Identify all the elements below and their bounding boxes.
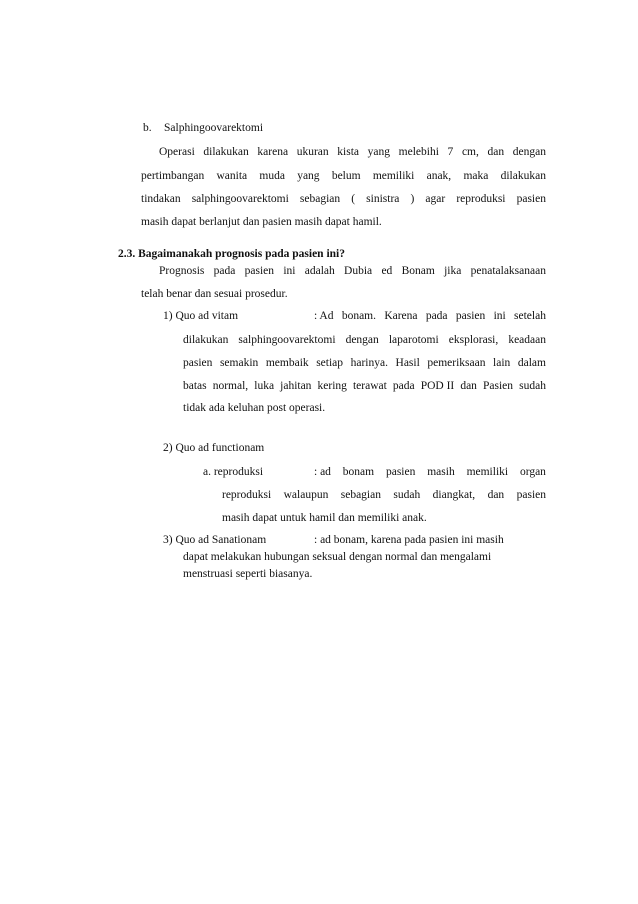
word: ) [410,193,415,205]
word: luka [254,380,275,392]
word: jika [444,265,462,277]
word: setelah [514,310,546,322]
word: lain [493,357,511,369]
subsection-title: Salphingoovarektomi [164,122,264,134]
word: harinya. [350,357,388,369]
sub-item-label: a. reproduksi [203,466,264,478]
word: yang [297,170,320,182]
word: eksplorasi, [448,334,499,346]
word: POD II [420,380,455,392]
word: setiap [316,357,344,369]
word: agar [425,193,446,205]
paragraph-line [222,511,427,525]
list-item-label: 1) Quo ad vitam [163,310,239,322]
word: maka [463,170,489,182]
word: kista [337,146,360,158]
word: karena [257,146,289,158]
word: dilakukan [203,146,249,158]
word: walaupun [283,489,329,501]
word: pasien [385,466,416,478]
word: tidak ada keluhan post operasi. [183,402,326,414]
word: Hasil [395,357,420,369]
word: cm, [461,146,479,158]
word: dalam [517,357,546,369]
word: melebihi [398,146,439,158]
section-heading: 2.3. Bagaimanakah prognosis pada pasien ini? [118,248,345,260]
word: ( [351,193,356,205]
paragraph-line [159,264,546,278]
word: ini [493,310,506,322]
word: telah benar dan sesuai prosedur. [141,288,288,300]
word: memiliki [466,466,509,478]
word: menstruasi seperti biasanya. [183,568,313,580]
word: salphingoovarektomi [238,334,336,346]
word: dengan [345,334,379,346]
paragraph-line [159,145,546,159]
word: reproduksi [222,489,272,501]
word: Pasien [483,380,514,392]
word: diangkat, [432,489,476,501]
paragraph-line [222,488,546,502]
word: sebagian [299,193,341,205]
word: keadaan [508,334,546,346]
word: bonam [342,466,375,478]
word: adalah [304,265,335,277]
word: pasien [455,310,486,322]
word: 7 [447,146,454,158]
word: Bonam [401,265,435,277]
word: dan [487,489,505,501]
word: semakin [219,357,259,369]
word: wanita [216,170,248,182]
word: normal, [212,380,249,392]
paragraph-line [183,379,546,393]
word: dilakukan [183,334,229,346]
list-item-label: 3) Quo ad Sanationam [163,534,267,546]
word: pasien [516,489,546,501]
word: anak, [426,170,452,182]
paragraph-line [183,356,546,370]
paragraph-line [314,465,546,479]
word: dilakukan [500,170,546,182]
word: pasien [516,193,546,205]
word: Prognosis [159,265,205,277]
word: membaik [265,357,309,369]
word: sebagian [340,489,381,501]
word: muda [259,170,285,182]
word: Dubia [344,265,373,277]
paragraph-line [183,333,546,347]
word: sudah [519,380,546,392]
list-item-label: 2) Quo ad functionam [163,442,265,454]
word: reproduksi [456,193,506,205]
word: salphingoovarektomi [191,193,289,205]
word: ed [381,265,393,277]
word: dan [460,380,477,392]
word: terawat [352,380,387,392]
word: sinistra [366,193,400,205]
word: sudah [393,489,421,501]
paragraph-line [314,533,504,547]
word: tindakan [141,193,181,205]
word: : ad [314,466,331,478]
word: dan [487,146,505,158]
word: kering [317,380,347,392]
word: penatalaksanaan [470,265,546,277]
paragraph-line [314,309,546,323]
list-marker-b: b. [143,122,152,134]
word: : Ad [314,310,334,322]
word: masih [427,466,455,478]
word: belum [331,170,361,182]
word: masih dapat untuk hamil dan memiliki anak. [222,512,427,524]
word: memiliki [372,170,415,182]
word: masih dapat berlanjut dan pasien masih dapat hamil. [141,216,382,228]
word: ini [283,265,296,277]
paragraph-line [183,567,312,581]
word: laparotomi [388,334,439,346]
word: pasien [244,265,275,277]
word: yang [367,146,391,158]
word: ukuran [296,146,329,158]
word: : ad bonam, karena pada pasien ini masih [314,534,504,546]
paragraph-line [141,192,546,206]
word: organ [519,466,546,478]
paragraph-line [183,550,491,564]
word: jahitan [280,380,312,392]
word: pada [425,310,448,322]
word: Operasi [159,146,195,158]
word: pada [213,265,236,277]
word: batas [183,380,207,392]
paragraph-line [141,215,382,229]
word: pasien [183,357,213,369]
paragraph-line [141,287,288,301]
word: pertimbangan [141,170,205,182]
word: Karena [384,310,418,322]
word: bonam. [341,310,376,322]
word: dapat melakukan hubungan seksual dengan normal dan mengalami [183,551,492,563]
paragraph-line [183,401,325,415]
word: dengan [512,146,546,158]
paragraph-line [141,169,546,183]
word: pemeriksaan [427,357,486,369]
word: pada [392,380,415,392]
